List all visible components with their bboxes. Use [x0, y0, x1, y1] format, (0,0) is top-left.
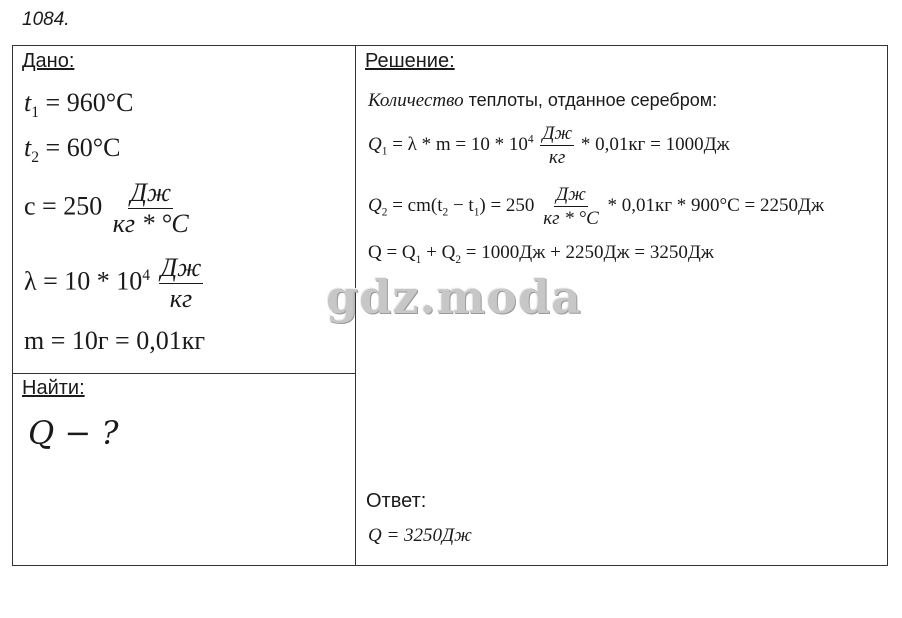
watermark-logo: gdz.moda	[326, 270, 582, 324]
find-header: Найти:	[22, 377, 85, 399]
row-divider	[12, 373, 356, 374]
lambda-unit-fraction: $\frac{Дж}{кг}$	[160, 253, 202, 313]
answer-header: Ответ:	[366, 490, 427, 512]
find-text: Q − ?	[28, 414, 119, 452]
given-header: Дано:	[22, 50, 75, 72]
equation-total: $Q = Q_1 + Q_2 = 1000Дж + 2250Дж = 3250Дж$	[368, 242, 714, 266]
q2-unit-fraction: $\frac{Дж}{кг * ^\circ C}$	[543, 184, 599, 229]
solution-intro: Количество теплоты, отданное серебром:	[368, 90, 718, 111]
given-c: c = 250 $\frac{Дж}{кг * ^\circ C}$	[24, 178, 189, 238]
q1-unit-fraction: $\frac{Дж}{кг}$	[542, 123, 573, 168]
c-unit-fraction: $\frac{Дж}{кг * ^\circ C}$	[112, 178, 189, 238]
solution-header: Решение:	[365, 50, 455, 72]
equation-q2: $Q_2 = cm(t_2 - t_1) = 250$ $\frac{Дж}{кг * ^\circ C}$ * 0,01кг * 900°C = 2250Дж	[368, 184, 825, 229]
equation-q1: $Q_1 = \lambda * m = 10 * 10^4$ $\frac{Дж}{кг}$ * 0,01кг = 1000Дж	[368, 123, 730, 168]
given-t2: $t_2 = 60^\circ C$	[24, 133, 121, 167]
given-lambda: $\lambda = 10 * 10^4$ $\frac{Дж}{кг}$	[24, 253, 202, 313]
given-t1: $t_1 = 960^\circ C$	[24, 88, 134, 122]
answer-value: Q = 3250Дж	[368, 525, 472, 546]
problem-number: 1084.	[22, 9, 70, 30]
given-m: m = 10г = 0,01кг	[24, 326, 206, 355]
